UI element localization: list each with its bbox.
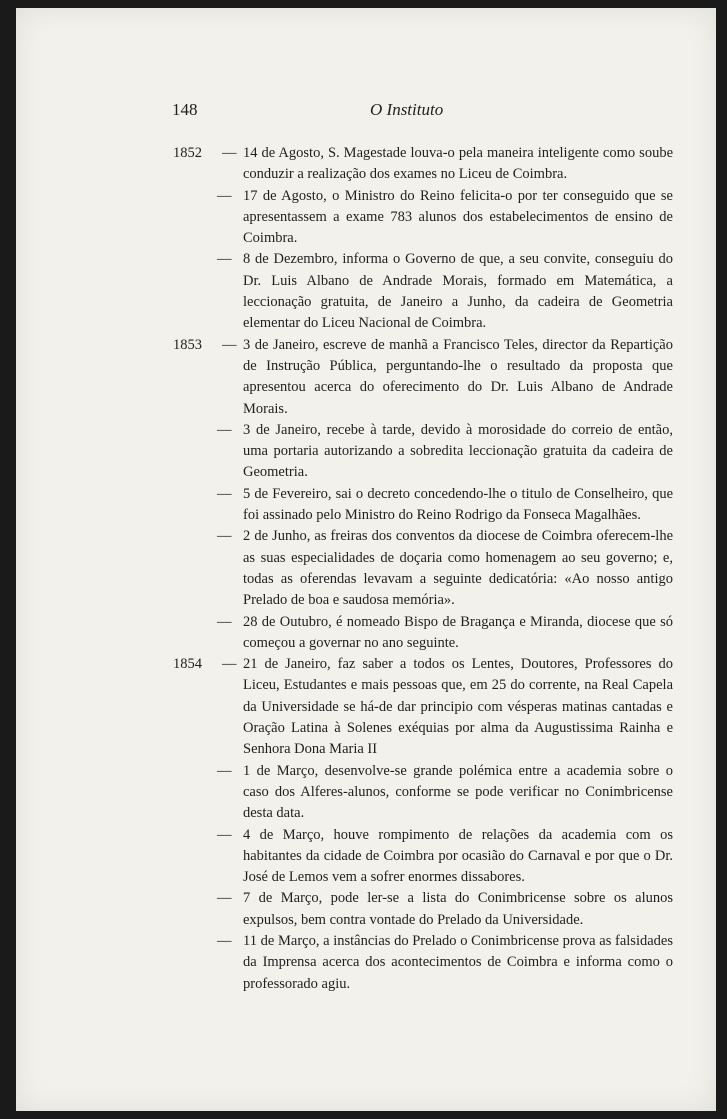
entry-dash: — xyxy=(217,613,232,630)
entry-dash: — xyxy=(217,762,232,779)
chronology-entry xyxy=(173,888,673,931)
entry-year: 1854 xyxy=(173,656,202,673)
entry-dash: — xyxy=(222,145,237,161)
chronology-entry xyxy=(173,420,673,484)
entry-dash: — xyxy=(222,336,237,353)
entry-dash: — xyxy=(217,251,232,268)
entry-dash: — xyxy=(217,485,232,502)
entry-dash: — xyxy=(217,826,232,843)
entry-text: 8 de Dezembro, informa o Governo de que, a seu convite, conseguiu do Dr. Luis Albano de Andrade Morais, formado em Matemática, a leccionação gratuita, de Janeiro a Junho, da cadeira de Geometria elementar do Liceu Nacional de Coimbra. xyxy=(243,251,673,332)
entry-text: 2 de Junho, as freiras dos conventos da diocese de Coimbra oferecem-lhe as suas especialidades de doçaria como homenagem ao seu governo; e, todas as oferendas levavam a seguinte dedicatória: «Ao nosso antigo Prelado de boa e saudosa memória». xyxy=(243,528,673,609)
entry-year: 1852 xyxy=(173,145,202,161)
chronology-entry xyxy=(173,931,673,995)
chronology-entry xyxy=(173,249,673,334)
chronology-entry xyxy=(173,186,673,250)
entry-text: 28 de Outubro, é nomeado Bispo de Bragança e Miranda, diocese que só começou a governar no ano seguinte. xyxy=(243,613,673,651)
page-number: 148 xyxy=(172,100,198,119)
entry-text: 5 de Fevereiro, sai o decreto concedendo-lhe o titulo de Conselheiro, que foi assinado pelo Ministro do Reino Rodrigo da Fonseca Magalhães. xyxy=(243,485,673,524)
entry-text: 14 de Agosto, S. Magestade louva-o pela maneira inteligente como soube conduzir a realização dos exames no Liceu de Coimbra. xyxy=(243,145,673,183)
chronology-entry xyxy=(173,335,673,420)
chronology-entry xyxy=(173,526,673,611)
entry-text: 7 de Março, pode ler-se a lista do Conimbricense sobre os alunos expulsos, bem contra vontade do Prelado da Universidade. xyxy=(243,890,673,928)
running-title: O Instituto xyxy=(370,100,444,119)
entry-text: 3 de Janeiro, escreve de manhã a Francisco Teles, director da Repartição de Instrução Pública, perguntando-lhe o resultado da proposta que apresentou acerca do oferecimento do Dr. Luis Albano de Andrade Morais. xyxy=(243,336,673,417)
page-header xyxy=(172,100,672,124)
chronology-entry xyxy=(173,143,673,186)
entry-dash: — xyxy=(217,528,232,545)
entry-text: 17 de Agosto, o Ministro do Reino felicita-o por ter conseguido que se apresentassem a exame 783 alunos dos estabelecimentos de ensino de Coimbra. xyxy=(243,187,673,247)
entry-text: 11 de Março, a instâncias do Prelado o Conimbricense prova as falsidades da Imprensa acerca dos acontecimentos de Coimbra e informa como o professorado agiu. xyxy=(243,932,673,992)
entry-text: 3 de Janeiro, recebe à tarde, devido à morosidade do correio de então, uma portaria autorizando a sobredita leccionação gratuita da cadeira de Geometria. xyxy=(243,421,673,481)
entry-dash: — xyxy=(217,890,232,907)
chronology-entry xyxy=(173,484,673,527)
entry-dash: — xyxy=(222,656,237,673)
entry-dash: — xyxy=(217,187,232,204)
entry-year: 1853 xyxy=(173,336,202,353)
entry-text: 21 de Janeiro, faz saber a todos os Lentes, Doutores, Professores do Liceu, Estudantes e mais pessoas que, em 25 do corrente, na Real Capela da Universidade se há-de dar principio com vésperas matinas cantadas e Oração Latina à Solenes exéquias por alma da Augustissima Rainha e Senhora Dona Maria II xyxy=(243,656,673,758)
entry-text: 4 de Março, houve rompimento de relações da academia com os habitantes da cidade de Coimbra por ocasião do Carnaval e por que o Dr. José de Lemos vem a sofrer enormes dissabores. xyxy=(243,826,673,886)
entry-text: 1 de Março, desenvolve-se grande polémica entre a academia sobre o caso dos Alferes-alunos, conforme se pode verificar no Conimbricense desta data. xyxy=(243,762,673,822)
chronology-entry xyxy=(173,612,673,655)
book-page xyxy=(16,8,716,1111)
chronology-entry xyxy=(173,825,673,889)
entry-dash: — xyxy=(217,932,232,949)
chronology-list xyxy=(173,143,673,995)
entry-dash: — xyxy=(217,421,232,438)
chronology-entry xyxy=(173,761,673,825)
chronology-entry xyxy=(173,654,673,760)
